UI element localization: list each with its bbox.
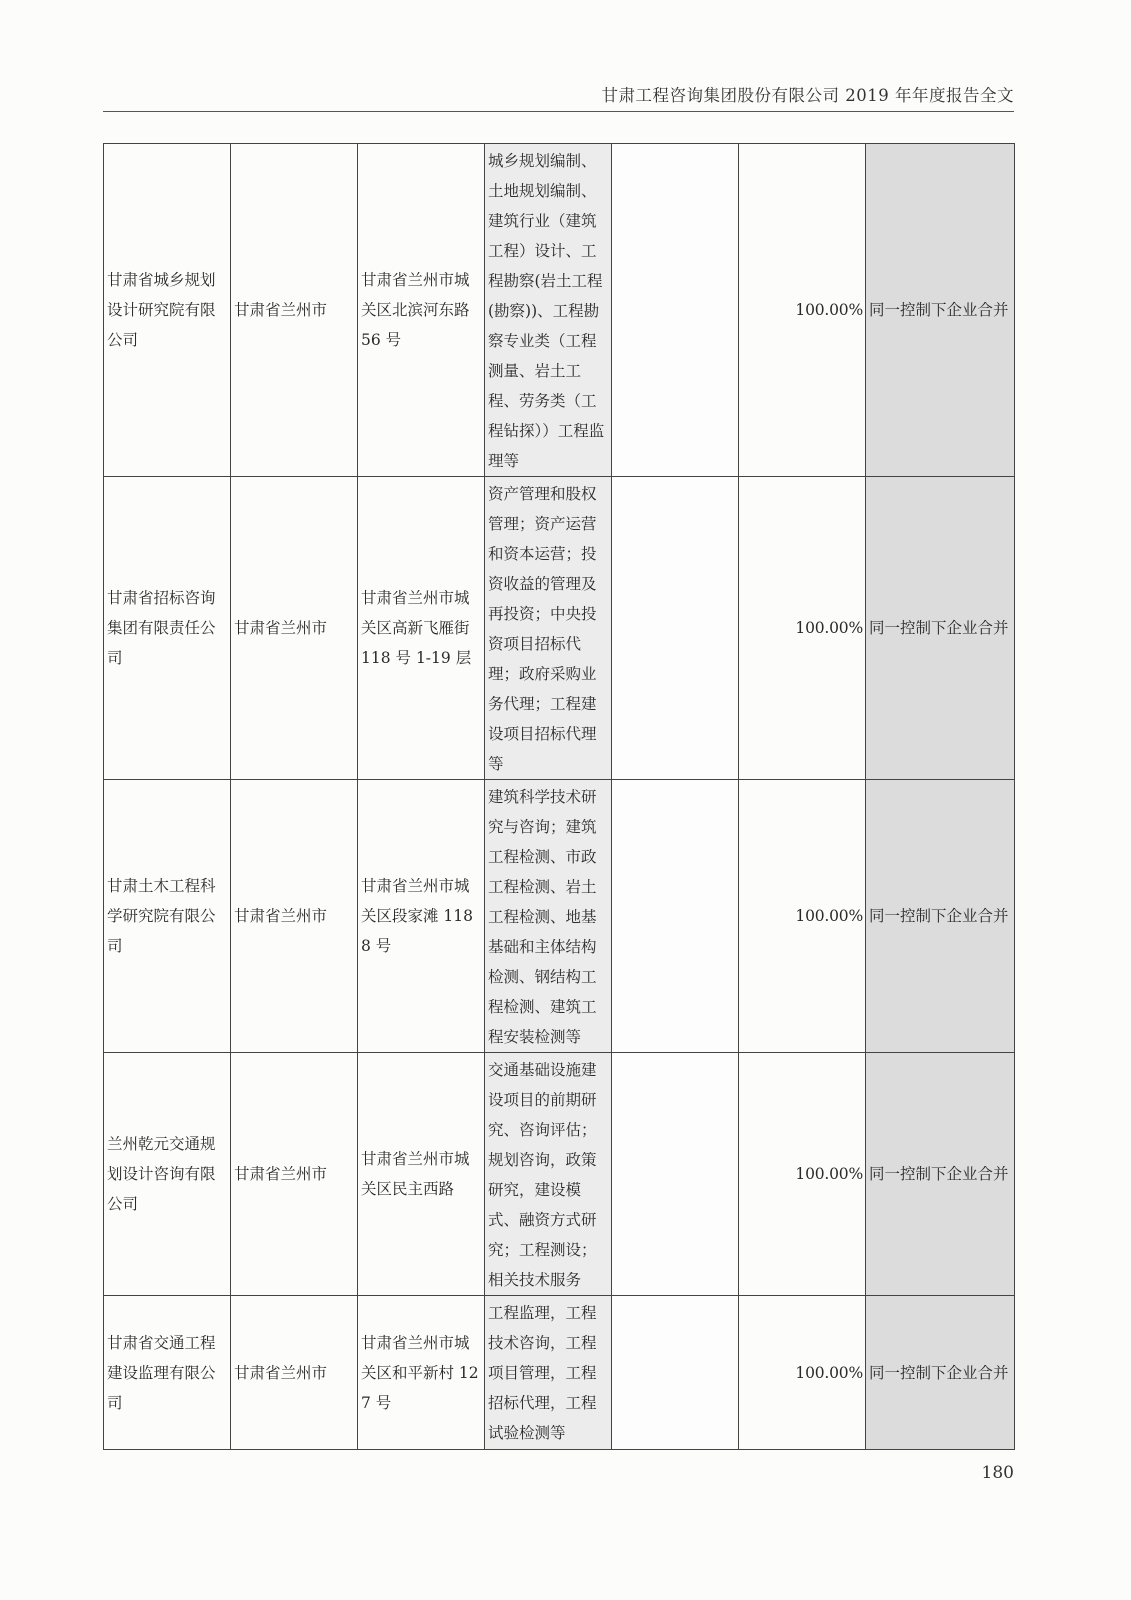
acquisition-method: 同一控制下企业合并 (866, 144, 1015, 477)
table-row (104, 1053, 1015, 1296)
direct-holding (612, 477, 739, 780)
acquisition-method: 同一控制下企业合并 (866, 1053, 1015, 1296)
main-location: 甘肃省兰州市 (231, 780, 358, 1053)
main-location: 甘肃省兰州市 (231, 1296, 358, 1450)
registered-address: 甘肃省兰州市城关区北滨河东路 56 号 (358, 144, 485, 477)
business-nature: 资产管理和股权管理；资产运营和资本运营；投资收益的管理及再投资；中央投资项目招标代理；政府采购业务代理；工程建设项目招标代理等 (485, 477, 612, 780)
holding-ratio: 100.00% (739, 144, 866, 477)
subsidiary-name: 甘肃省城乡规划设计研究院有限公司 (104, 144, 231, 477)
main-location: 甘肃省兰州市 (231, 144, 358, 477)
subsidiaries-table (103, 143, 1015, 1450)
registered-address: 甘肃省兰州市城关区段家滩 1188 号 (358, 780, 485, 1053)
holding-ratio: 100.00% (739, 1053, 866, 1296)
business-nature: 城乡规划编制、土地规划编制、建筑行业（建筑工程）设计、工程勘察(岩土工程(勘察))、工程勘察专业类（工程测量、岩土工程、劳务类（工程钻探））工程监理等 (485, 144, 612, 477)
business-nature: 建筑科学技术研究与咨询；建筑工程检测、市政工程检测、岩土工程检测、地基基础和主体结构检测、钢结构工程检测、建筑工程安装检测等 (485, 780, 612, 1053)
report-header-title: 甘肃工程咨询集团股份有限公司 2019 年年度报告全文 (601, 86, 1014, 105)
registered-address: 甘肃省兰州市城关区民主西路 (358, 1053, 485, 1296)
table-row (104, 780, 1015, 1053)
acquisition-method: 同一控制下企业合并 (866, 1296, 1015, 1450)
main-location: 甘肃省兰州市 (231, 477, 358, 780)
subsidiary-name: 甘肃土木工程科学研究院有限公司 (104, 780, 231, 1053)
holding-ratio: 100.00% (739, 477, 866, 780)
direct-holding (612, 1053, 739, 1296)
page-number: 180 (981, 1463, 1014, 1483)
header-divider (103, 111, 1014, 112)
subsidiary-name: 甘肃省交通工程建设监理有限公司 (104, 1296, 231, 1450)
acquisition-method: 同一控制下企业合并 (866, 780, 1015, 1053)
holding-ratio: 100.00% (739, 1296, 866, 1450)
table-row (104, 144, 1015, 477)
direct-holding (612, 780, 739, 1053)
subsidiary-name: 兰州乾元交通规划设计咨询有限公司 (104, 1053, 231, 1296)
direct-holding (612, 1296, 739, 1450)
direct-holding (612, 144, 739, 477)
business-nature: 工程监理，工程技术咨询，工程项目管理，工程招标代理，工程试验检测等 (485, 1296, 612, 1450)
registered-address: 甘肃省兰州市城关区高新飞雁街 118 号 1-19 层 (358, 477, 485, 780)
subsidiary-name: 甘肃省招标咨询集团有限责任公司 (104, 477, 231, 780)
main-location: 甘肃省兰州市 (231, 1053, 358, 1296)
holding-ratio: 100.00% (739, 780, 866, 1053)
business-nature: 交通基础设施建设项目的前期研究、咨询评估；规划咨询，政策研究，建设模式、融资方式研究；工程测设；相关技术服务 (485, 1053, 612, 1296)
table-row (104, 477, 1015, 780)
registered-address: 甘肃省兰州市城关区和平新村 127 号 (358, 1296, 485, 1450)
table-row (104, 1296, 1015, 1450)
acquisition-method: 同一控制下企业合并 (866, 477, 1015, 780)
